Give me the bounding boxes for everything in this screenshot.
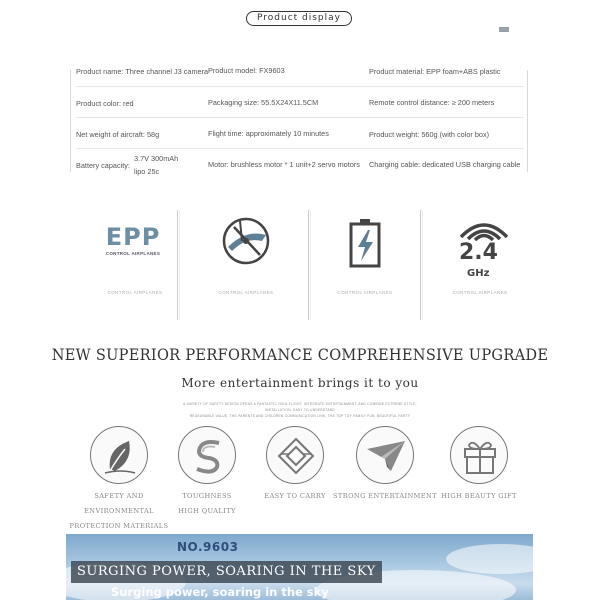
spec-table-right-border <box>527 70 528 172</box>
feature-caption: CONTROL AIRPLANES <box>107 290 163 295</box>
spec-motor: Motor: brushless motor * 1 unit+2 servo motors <box>208 160 360 169</box>
wifi-icon <box>457 215 511 241</box>
spec-remote-distance: Remote control distance: ≥ 200 meters <box>369 98 495 107</box>
spec-product-weight: Product weight: 560g (with color box) <box>369 130 490 139</box>
gyro-icon <box>216 211 276 271</box>
swirl-icon <box>179 427 237 485</box>
leaf-icon <box>91 427 149 485</box>
spec-battery-value-line1: 3.7V 300mAh <box>134 154 179 163</box>
feature-icon-row <box>80 205 525 320</box>
feature-caption: CONTROL AIRPLANES <box>218 290 274 295</box>
epp-logo-subtext: CONTROL AIRPLANES <box>105 251 161 256</box>
gift-icon <box>451 427 509 485</box>
feature-wireless <box>425 205 535 315</box>
banner-slogan: SURGING POWER, SOARING IN THE SKY <box>71 561 382 583</box>
diamond-icon <box>267 427 325 485</box>
upgrade-fine-print: REASONABLE VALUE, THE PARENTS AND CHILDREN COMMUNICATION LINK, THE TOP TOY FAMILY FUN, BEAUTIFUL PARTY <box>189 414 411 418</box>
spec-table-left-border <box>70 70 71 172</box>
spec-product-name: Product name: Three channel J3 camera <box>76 67 209 76</box>
feature-gyro <box>191 205 301 315</box>
spec-battery-label: Battery capacity: <box>76 161 130 170</box>
section-title-pill: Product display <box>246 11 352 26</box>
upgrade-fine-print: A VARIETY OF SAFETY DESIGN OPENS A FANTASTIC HIGH-FLIGHT, INTEGRATE ENTERTAINMENT, AND COMBINE EXTREME STYLE, <box>183 402 417 406</box>
upgrade-circle <box>178 426 236 484</box>
ghz-unit: GHz <box>467 268 490 279</box>
upgrade-fine-print: INSTALLATION, EASY TO UNDERSTAND <box>265 408 335 412</box>
upgrade-circle <box>90 426 148 484</box>
upgrade-subhead: More entertainment brings it to you <box>181 376 419 390</box>
banner-model-number: NO.9603 <box>177 540 239 554</box>
epp-icon <box>98 223 168 256</box>
spec-flight-time: Flight time: approximately 10 minutes <box>208 129 329 138</box>
spec-charging-cable: Charging cable: dedicated USB charging cable <box>369 160 521 169</box>
ghz-value: 2.4 <box>459 240 498 265</box>
banner-cloud <box>446 544 533 574</box>
upgrade-item-gift <box>424 426 534 504</box>
battery-icon <box>345 217 385 269</box>
upgrade-circle <box>356 426 414 484</box>
spec-battery-value-line2: lipo 25c <box>134 167 160 176</box>
spec-product-material: Product material: EPP foam+ABS plastic <box>369 67 501 76</box>
upgrade-item-label: TOUGHNESS <box>182 492 232 500</box>
spec-product-model: Product model: FX9603 <box>208 66 285 75</box>
upgrade-circle <box>266 426 324 484</box>
corner-mark <box>499 27 509 32</box>
feature-caption: CONTROL AIRPLANES <box>337 290 393 295</box>
spec-net-weight: Net weight of aircraft: 58g <box>76 130 160 139</box>
paper-plane-icon <box>357 427 415 485</box>
upgrade-item-label: SAFETY AND ENVIRONMENTAL <box>84 492 154 515</box>
spec-packaging-size: Packaging size: 55.5X24X11.5CM <box>208 98 319 107</box>
feature-separator <box>177 210 180 320</box>
feature-epp <box>80 205 190 315</box>
hero-banner <box>66 534 533 600</box>
upgrade-item-label: STRONG ENTERTAINMENT <box>333 492 437 500</box>
feature-separator <box>420 210 423 320</box>
upgrade-item-label: HIGH QUALITY <box>178 507 236 515</box>
upgrade-item-label: EASY TO CARRY <box>264 492 326 500</box>
spec-divider <box>76 117 524 118</box>
spec-divider <box>76 86 524 87</box>
spec-product-color: Product color: red <box>76 99 134 108</box>
upgrade-headline: NEW SUPERIOR PERFORMANCE COMPREHENSIVE UPGRADE <box>51 346 549 364</box>
upgrade-circle <box>450 426 508 484</box>
feature-caption: CONTROL AIRPLANES <box>452 290 508 295</box>
upgrade-item-label: PROTECTION MATERIALS <box>69 522 169 530</box>
spec-table <box>70 56 530 182</box>
spec-divider <box>76 148 524 149</box>
feature-battery <box>310 205 420 315</box>
banner-subtitle: Surging power, soaring in the sky <box>111 585 329 599</box>
epp-logo-text: EPP <box>105 223 161 251</box>
upgrade-item-label: HIGH BEAUTY GIFT <box>441 492 517 500</box>
